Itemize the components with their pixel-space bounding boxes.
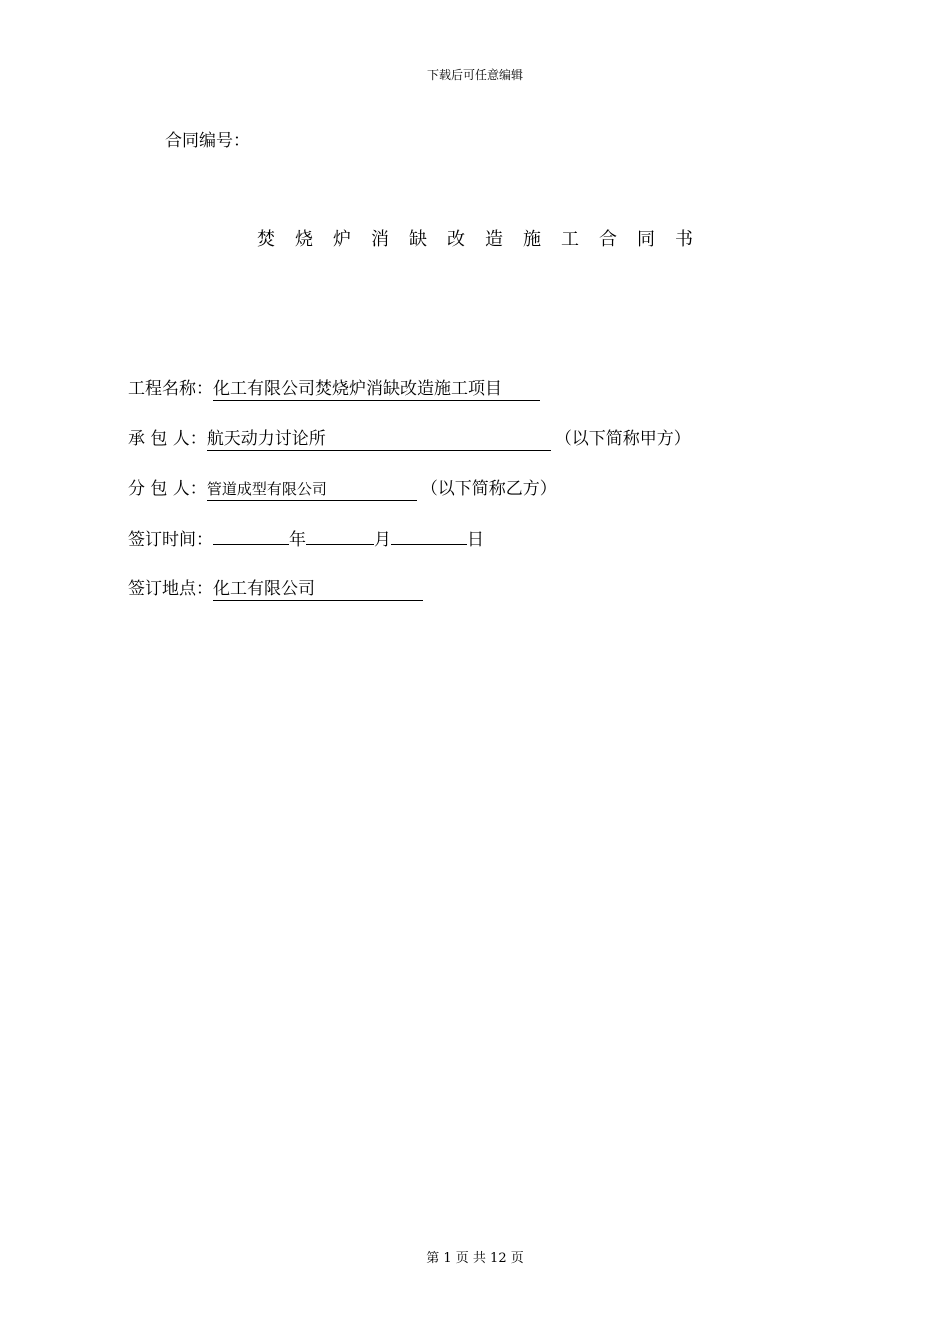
signing-time-field: [128, 524, 484, 550]
header-note: 下载后可任意编辑: [426, 68, 523, 82]
contractor-label: 承 包 人：: [128, 429, 207, 449]
project-name-value: 化工有限公司焚烧炉消缺改造施工项目: [213, 379, 540, 401]
subcontractor-field: [128, 474, 557, 501]
document-title: 焚烧炉消缺改造施工合同书: [257, 229, 713, 250]
project-name-field: [128, 374, 540, 401]
signing-place-field: [128, 574, 423, 601]
year-blank: [213, 524, 289, 545]
subcontractor-value: 管道成型有限公司: [207, 479, 417, 501]
day-blank: [391, 524, 467, 545]
page-number-footer: 第 1 页 共 12 页: [426, 1251, 524, 1266]
month-blank: [306, 524, 374, 545]
month-unit: 月: [374, 530, 391, 550]
project-name-label: 工程名称：: [128, 379, 213, 399]
contract-number-label: 合同编号：: [165, 131, 250, 151]
contractor-suffix: （以下简称甲方）: [554, 429, 691, 449]
signing-place-value: 化工有限公司: [213, 579, 423, 601]
signing-time-label: 签订时间：: [128, 530, 213, 550]
contractor-field: [128, 424, 691, 451]
contractor-value: 航天动力讨论所: [207, 429, 551, 451]
signing-place-label: 签订地点：: [128, 579, 213, 599]
day-unit: 日: [467, 530, 484, 550]
year-unit: 年: [289, 530, 306, 550]
subcontractor-label: 分 包 人：: [128, 479, 207, 499]
subcontractor-suffix: （以下简称乙方）: [420, 479, 557, 499]
